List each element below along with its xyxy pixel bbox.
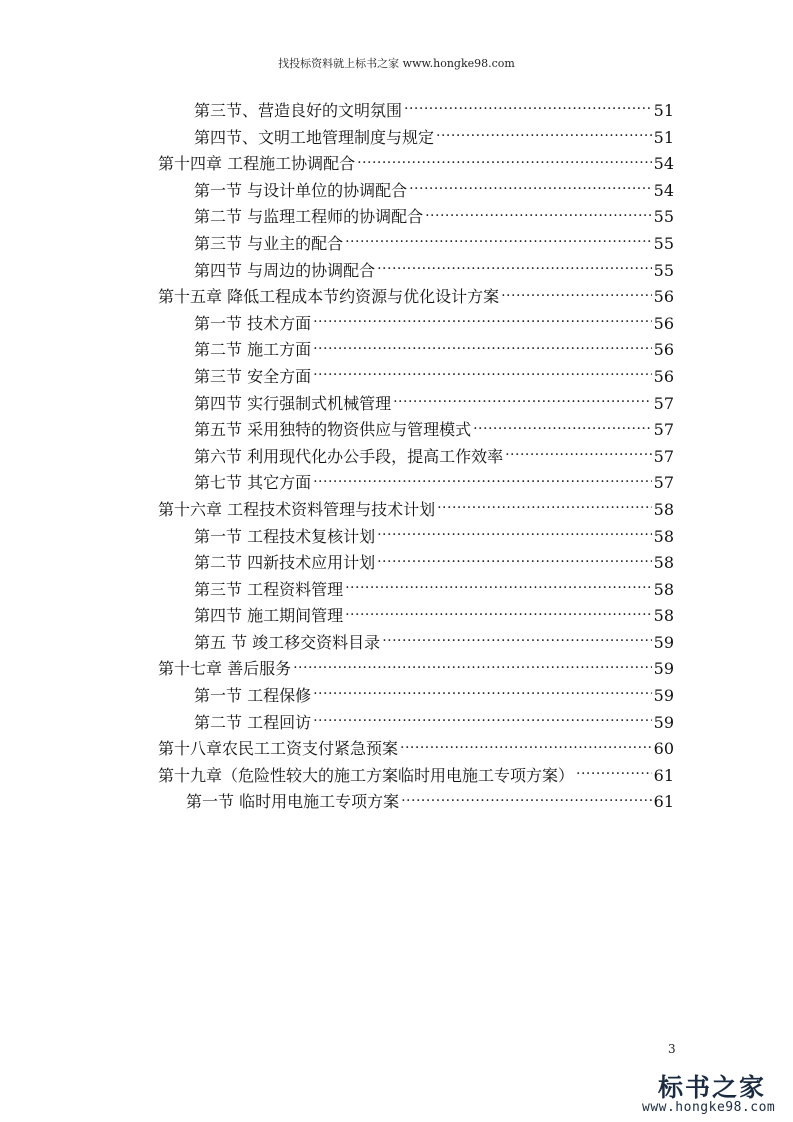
toc-chapter-entry[interactable]: [158, 736, 674, 763]
toc-entry-page: 56: [653, 313, 674, 333]
toc-entry-title: 第六节 利用现代化办公手段，提高工作效率: [194, 446, 504, 466]
toc-entry-page: 51: [653, 101, 674, 120]
toc-dot-leader: [404, 102, 652, 116]
toc-dot-leader: [401, 793, 652, 807]
toc-section-entry[interactable]: [158, 364, 674, 391]
toc-dot-leader: [382, 634, 651, 648]
toc-entry-title: 第三节 安全方面: [194, 366, 312, 386]
toc-section-entry[interactable]: [158, 337, 674, 364]
toc-section-entry[interactable]: [158, 204, 674, 231]
toc-entry-title: 第十七章 善后服务: [158, 659, 292, 679]
toc-entry-page: 55: [653, 260, 674, 280]
toc-entry-page: 55: [653, 233, 674, 253]
toc-dot-leader: [345, 607, 652, 621]
toc-dot-leader: [313, 687, 652, 701]
toc-entry-page: 57: [653, 420, 674, 440]
toc-entry-page: 57: [653, 473, 674, 493]
toc-dot-leader: [576, 767, 652, 781]
toc-entry-page: 54: [653, 154, 674, 174]
toc-section-entry[interactable]: [158, 231, 674, 258]
toc-entry-page: 58: [653, 553, 674, 573]
toc-entry-page: 57: [653, 393, 674, 413]
toc-dot-leader: [377, 528, 652, 542]
toc-entry-title: 第二节 四新技术应用计划: [194, 553, 376, 573]
toc-entry-page: 58: [653, 606, 674, 626]
toc-entry-title: 第十四章 工程施工协调配合: [158, 154, 356, 174]
toc-section-entry[interactable]: [158, 603, 674, 630]
toc-entry-title: 第三节 与业主的配合: [194, 233, 344, 253]
toc-dot-leader: [400, 740, 652, 754]
site-logo: [640, 1068, 790, 1120]
toc-dot-leader: [393, 395, 652, 409]
toc-entry-title: 第二节 工程回访: [194, 712, 312, 732]
toc-entry-title: 第一节 与设计单位的协调配合: [194, 180, 408, 200]
toc-entry-page: 51: [653, 127, 674, 147]
toc-dot-leader: [313, 341, 652, 355]
toc-entry-page: 59: [653, 659, 674, 679]
toc-section-entry[interactable]: [158, 683, 674, 710]
toc-entry-page: 61: [653, 792, 674, 812]
toc-entry-page: 58: [653, 526, 674, 546]
toc-entry-title: 第二节 施工方面: [194, 340, 312, 360]
toc-chapter-entry[interactable]: [158, 284, 674, 311]
toc-section-entry[interactable]: [158, 417, 674, 444]
toc-entry-title: 第四节、文明工地管理制度与规定: [194, 127, 435, 147]
toc-entry-page: 59: [653, 632, 674, 652]
toc-dot-leader: [505, 448, 652, 462]
toc-entry-title: 第五 节 竣工移交资料目录: [194, 632, 381, 652]
toc-entry-title: 第三节 工程资料管理: [194, 579, 344, 599]
toc-dot-leader: [501, 288, 652, 302]
toc-section-entry[interactable]: [158, 178, 674, 205]
toc-dot-leader: [293, 660, 652, 674]
toc-entry-title: 第四节 实行强制式机械管理: [194, 393, 392, 413]
toc-section-entry[interactable]: [158, 630, 674, 657]
toc-entry-title: 第七节 其它方面: [194, 473, 312, 493]
toc-chapter-entry[interactable]: [158, 763, 674, 790]
toc-section-entry[interactable]: [158, 577, 674, 604]
toc-entry-page: 54: [653, 180, 674, 200]
toc-chapter-entry[interactable]: [158, 151, 674, 178]
toc-section-entry[interactable]: [158, 258, 674, 285]
toc-section-entry[interactable]: [158, 311, 674, 338]
toc-entry-title: 第四节 施工期间管理: [194, 606, 344, 626]
toc-entry-title: 第五节 采用独特的物资供应与管理模式: [194, 420, 472, 440]
toc-entry-title: 第三节、营造良好的文明氛围: [194, 101, 403, 120]
toc-entry-title: 第十九章（危险性较大的施工方案临时用电施工专项方案）: [158, 765, 575, 785]
toc-section-entry[interactable]: [158, 524, 674, 551]
toc-entry-page: 59: [653, 686, 674, 706]
toc-entry-page: 57: [653, 446, 674, 466]
toc-dot-leader: [436, 129, 652, 143]
toc-section-entry[interactable]: [158, 550, 674, 577]
toc-entry-title: 第一节 技术方面: [194, 313, 312, 333]
toc-dot-leader: [473, 421, 652, 435]
toc-entry-title: 第十八章农民工工资支付紧急预案: [158, 739, 399, 759]
toc-section-entry[interactable]: [158, 444, 674, 471]
toc-entry-page: 55: [653, 207, 674, 227]
header-note: 找投标资料就上标书之家 www.hongke98.com: [278, 57, 515, 70]
toc-section-entry[interactable]: [158, 470, 674, 497]
toc-entry-page: 56: [653, 287, 674, 307]
toc-dot-leader: [409, 182, 652, 196]
toc-dot-leader: [313, 714, 652, 728]
toc-entry-title: 第十五章 降低工程成本节约资源与优化设计方案: [158, 287, 500, 307]
toc-dot-leader: [313, 315, 652, 329]
toc-entry-page: 61: [653, 765, 674, 785]
toc-section-entry[interactable]: [158, 125, 674, 152]
toc-dot-leader: [345, 581, 652, 595]
toc-entry-page: 58: [653, 579, 674, 599]
toc-section-entry[interactable]: [158, 789, 674, 816]
toc-entry-page: 58: [653, 499, 674, 519]
table-of-contents: [158, 98, 674, 816]
toc-chapter-entry[interactable]: [158, 656, 674, 683]
toc-entry-title: 第十六章 工程技术资料管理与技术计划: [158, 499, 436, 519]
toc-chapter-entry[interactable]: [158, 497, 674, 524]
toc-dot-leader: [437, 501, 652, 515]
toc-entry-page: 56: [653, 340, 674, 360]
toc-dot-leader: [357, 155, 652, 169]
toc-dot-leader: [377, 262, 652, 276]
logo-text: [658, 1068, 766, 1104]
toc-entry-title: 第四节 与周边的协调配合: [194, 260, 376, 280]
page-number: 3: [668, 1042, 676, 1056]
toc-dot-leader: [425, 208, 652, 222]
toc-dot-leader: [345, 235, 652, 249]
toc-section-entry[interactable]: [158, 710, 674, 737]
toc-section-entry[interactable]: [158, 98, 674, 125]
toc-section-entry[interactable]: [158, 391, 674, 418]
toc-entry-title: 第一节 临时用电施工专项方案: [186, 792, 400, 812]
toc-entry-page: 60: [653, 739, 674, 759]
toc-dot-leader: [313, 368, 652, 382]
toc-dot-leader: [313, 474, 652, 488]
toc-entry-title: 第一节 工程技术复核计划: [194, 526, 376, 546]
toc-entry-page: 56: [653, 366, 674, 386]
toc-entry-page: 59: [653, 712, 674, 732]
toc-entry-title: 第一节 工程保修: [194, 686, 312, 706]
logo-url: www.hongke98.com: [642, 1100, 776, 1115]
logo-text-rest: 标书之家: [658, 1073, 767, 1102]
toc-entry-title: 第二节 与监理工程师的协调配合: [194, 207, 424, 227]
toc-dot-leader: [377, 554, 652, 568]
